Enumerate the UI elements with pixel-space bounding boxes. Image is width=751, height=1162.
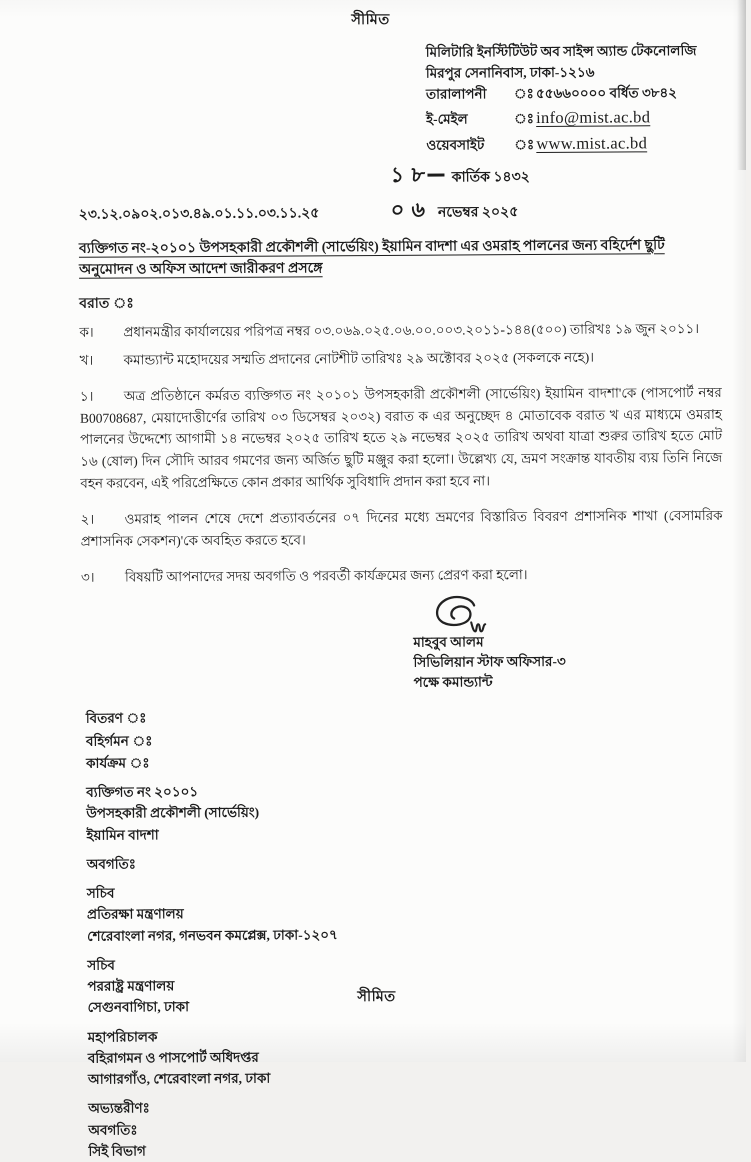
paragraph-number: ৩। <box>80 569 95 585</box>
addressee-line: শেরেবাংলা নগর, গনভবন কমপ্লেক্স, ঢাকা-১২০৭ <box>87 926 338 944</box>
reference-item-text: কমান্ড্যান্ট মহোদয়ের সম্মতি প্রদানের নোটশীট তারিখঃ ২৯ অক্টোবর ২০২৫ (সকলকে নহে)। <box>123 349 595 368</box>
paragraph-text: বিষয়টি আপনাদের সদয় অবগতি ও পরবর্তী কার্যক্রমের জন্য প্রেরণ করা হলো। <box>124 566 528 585</box>
action-line: উপসহকারী প্রকৌশলী (সার্ভেয়িং) <box>86 805 260 822</box>
action-addressee <box>86 779 748 846</box>
addressee-line: সচিব <box>86 885 115 901</box>
item-marker: খ। <box>79 352 94 368</box>
info-heading: অবগতিঃ <box>86 856 136 872</box>
signature-block <box>413 590 748 693</box>
colon-separator: ঃ <box>514 110 535 126</box>
reference-item-ka <box>79 319 721 344</box>
paragraph-text: অত্র প্রতিষ্ঠানে কর্মরত ব্যক্তিগত নং ২০১০১ উপসহকারী প্রকৌশলী (সার্ভেয়িং) ইয়ামিন বাদশা'কে (পাসপোর্ট নম্বর B00708687, মেয়াদোত্তীর্ণের তারিখ ০৩ ডিসেম্বর ২০৩২) বরাত ক এর অনুচ্ছেদ ৪ মোতাবেক বরাত খ এর মাধ্যমে ওমরাহ পালনের উদ্দেশ্যে আগামী ১৪ নভেম্বর ২০২৫ তারিখ হতে ২৯ নভেম্বর ২০২৫ তারিখ অথবা যাত্রা শুরুর তারিখ হতে মোট ১৬ (ষোল) দিন সৌদি আরব গমণের জন্য অর্জিত ছুটি মঞ্জুর করা হলো। উল্লেখ্য যে, ভ্রমণ সংক্রান্ত যাবতীয় ব্যয় তিনি নিজে বহন করবেন, এই পরিপ্রেক্ষিতে কোন প্রকার আর্থিক সুবিধাদি প্রদান করা হবে না। <box>79 384 723 491</box>
signer-on-behalf: পক্ষে কমান্ড্যান্ট <box>413 674 493 690</box>
internal-info-heading: অবগতিঃ <box>88 1122 138 1138</box>
month-year: নভেম্বর ২০২৫ <box>437 204 519 221</box>
info-addressee-3 <box>88 1023 750 1090</box>
subject-text: ব্যক্তিগত নং-২০১০১ উপসহকারী প্রকৌশলী (সার্ভেয়িং) ইয়ামিন বাদশা এর ওমরাহ পালনের জন্য বহির্দেশ ছুটি অনুমোদন ও অফিস আদেশ জারীকরণ প্রসঙ্গে <box>78 237 665 279</box>
internal-heading: অভ্যন্তরীণঃ <box>88 1100 150 1117</box>
reference-item-kha <box>80 347 722 372</box>
handwritten-signature <box>427 592 493 636</box>
addressee-line: মহাপরিচালক <box>87 1028 158 1045</box>
classification-marking-bottom: সীমিত <box>357 988 396 1006</box>
addressee-line: বহিরাগমন ও পাসপোর্ট অধিদপ্তর <box>87 1049 259 1066</box>
references-heading: বরাত ঃ <box>79 296 134 312</box>
body-paragraph-2 <box>81 505 723 553</box>
reference-and-date-row <box>79 197 745 226</box>
item-marker: ক। <box>79 324 94 340</box>
handwritten-bangla-day: ১৮ <box>389 162 433 187</box>
signer-designation: সিভিলিয়ান স্টাফ অফিসার-৩ <box>413 653 566 670</box>
bangla-calendar-date <box>390 162 744 189</box>
handwritten-day: ০৬ <box>389 197 434 222</box>
distribution-section <box>86 705 751 1162</box>
email-label: ই-মেইল <box>426 111 468 127</box>
addressee-line: পররাষ্ট্র মন্ত্রণালয় <box>87 978 175 994</box>
body-paragraph-1 <box>80 382 723 495</box>
classification-marking-top: সীমিত <box>351 11 390 29</box>
gregorian-date <box>391 199 519 225</box>
contact-row-phone <box>426 83 726 104</box>
distribution-heading: বিতরণ ঃ <box>85 710 147 727</box>
website-value: www.mist.ac.bd <box>536 132 648 153</box>
subject-line <box>79 234 721 281</box>
internal-line: সিই বিভাগ <box>88 1143 146 1159</box>
paragraph-number: ১। <box>79 388 94 404</box>
colon-separator: ঃ <box>513 86 534 102</box>
contact-row-website <box>426 130 726 156</box>
paragraph-text: ওমরাহ পালন শেষে দেশে প্রত্যাবর্তনের ০৭ দিনের মধ্যে ভ্রমণের বিস্তারিত বিবরণ প্রশাসনিক শাখা (বেসামরিক প্রশাসনিক সেকশন)'কে অবহিত করতে হবে। <box>80 507 723 549</box>
action-line: ব্যক্তিগত নং ২০১০১ <box>86 784 199 800</box>
addressee-line: আগারগাঁও, শেরেবাংলা নগর, ঢাকা <box>87 1070 271 1087</box>
phone-label: তারালাপনী <box>425 86 487 102</box>
bangla-month-year: কার্তিক ১৪৩২ <box>451 169 530 186</box>
phone-value: ৫৫৬৬০০০০ বর্ধিত ৩৮৪২ <box>535 85 678 102</box>
contact-row-email <box>426 105 726 131</box>
info-addressee-1 <box>87 880 749 947</box>
action-line: ইয়ামিন বাদশা <box>86 826 159 843</box>
internal-section <box>88 1095 750 1162</box>
body-paragraph-3 <box>81 563 723 589</box>
addressee-line: সেগুনবাগিচা, ঢাকা <box>87 999 190 1016</box>
action-heading: কার্যক্রম ঃ <box>86 755 150 771</box>
addressee-line: সচিব <box>87 957 115 973</box>
paragraph-number: ২। <box>80 511 95 527</box>
institute-address: মিরপুর সেনানিবাস, ঢাকা-১২১৬ <box>425 64 595 81</box>
reference-number: ২৩.১২.০৯০২.০১৩.৪৯.০১.১১.০৩.১১.২৫ <box>78 205 320 223</box>
reference-item-text: প্রধানমন্ত্রীর কার্যালয়ের পরিপত্র নম্বর ০৩.০৬৯.০২৫.০৬.০০.০০৩.২০১১-১৪৪(৫০০) তারিখঃ ১৯ জুন ২০১১। <box>123 320 700 340</box>
colon-separator: ঃ <box>514 136 535 152</box>
addressee-line: প্রতিরক্ষা মন্ত্রণালয় <box>86 906 184 923</box>
email-value: info@mist.ac.bd <box>536 106 651 127</box>
external-heading: বহির্গমন ঃ <box>85 732 153 749</box>
institute-name: মিলিটারি ইনস্টিটিউট অব সাইন্স অ্যান্ড টেকনোলজি <box>425 43 697 60</box>
letterhead <box>426 41 727 156</box>
website-label: ওয়েবসাইট <box>426 136 485 153</box>
signer-name: মাহবুব আলম <box>413 633 484 650</box>
